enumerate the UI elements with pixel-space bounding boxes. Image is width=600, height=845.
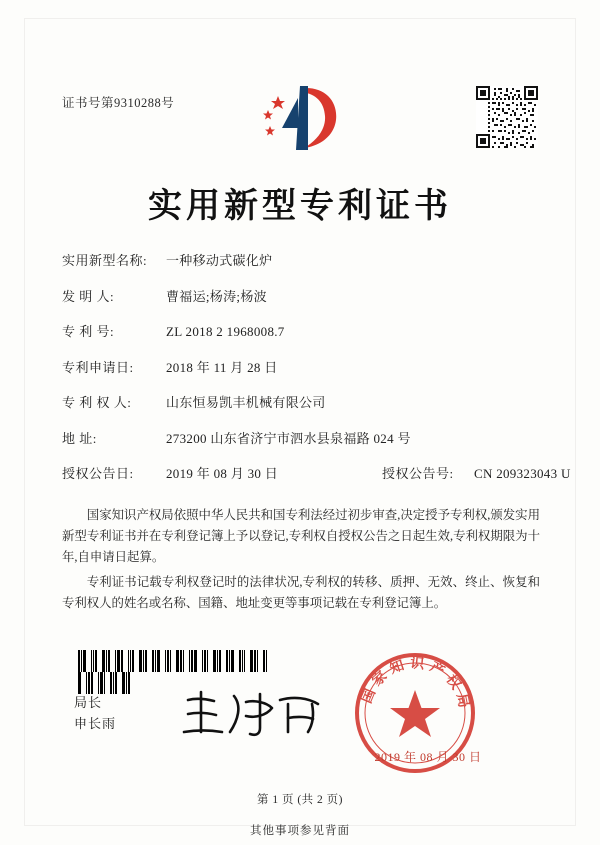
certificate-number: 证书号第9310288号 [62, 96, 175, 110]
field-label: 专 利 号: [62, 324, 115, 339]
field-label: 授权公告日: [62, 466, 134, 481]
paragraph: 国家知识产权局依照中华人民共和国专利法经过初步审查,决定授予专利权,颁发实用新型专利证书并在专利登记簿上予以登记,专利权自授权公告之日起生效,专利权期限为十年,自申请日起算。 [62, 508, 540, 564]
field-label-secondary: 授权公告号: [382, 466, 454, 481]
field-value: 一种移动式碳化炉 [166, 253, 273, 268]
field-row [62, 357, 540, 376]
field-label: 专利申请日: [62, 359, 134, 375]
field-label: 地 址: [62, 430, 97, 446]
qr-code [476, 86, 538, 148]
handwritten-signature [176, 688, 326, 740]
field-value-secondary: CN 209323043 U [474, 466, 571, 481]
field-value: 曹福运;杨涛;杨波 [166, 288, 267, 304]
seal-date: 2019 年 08 月 30 日 [374, 750, 482, 764]
field-row [62, 392, 540, 411]
field-list [62, 250, 571, 499]
field-row [62, 428, 540, 447]
paragraph: 专利证书记载专利权登记时的法律状况,专利权的转移、质押、无效、终止、恢复和专利权人的姓名或名称、国籍、地址变更等事项记载在专利登记簿上。 [62, 575, 540, 610]
field-value: 2019 年 08 月 30 日 [166, 466, 279, 481]
field-value: 273200 山东省济宁市泗水县泉福路 024 号 [166, 430, 411, 446]
field-value: 2018 年 11 月 28 日 [166, 359, 278, 375]
field-label: 发 明 人: [62, 288, 115, 304]
field-row-grant [62, 463, 571, 482]
field-row [62, 250, 540, 269]
barcode [78, 650, 268, 672]
footer-note: 其他事项参见背面 [250, 825, 350, 837]
field-row [62, 321, 540, 340]
field-row [62, 286, 540, 305]
svg-text:国家知识产权局: 国家知识产权局 [358, 655, 473, 715]
field-label: 专 利 权 人: [62, 395, 132, 410]
director-label: 局长 [74, 695, 103, 710]
director-name: 申长雨 [74, 716, 117, 731]
field-value: 山东恒易凯丰机械有限公司 [166, 395, 326, 410]
field-value: ZL 2018 2 1968008.7 [166, 324, 285, 339]
page-number: 第 1 页 (共 2 页) [256, 794, 344, 806]
cnipa-logo-icon [248, 82, 340, 154]
signature-block [74, 692, 116, 734]
page-title: 实用新型专利证书 [148, 186, 452, 226]
legal-text [62, 505, 540, 618]
field-label: 实用新型名称: [62, 253, 148, 268]
